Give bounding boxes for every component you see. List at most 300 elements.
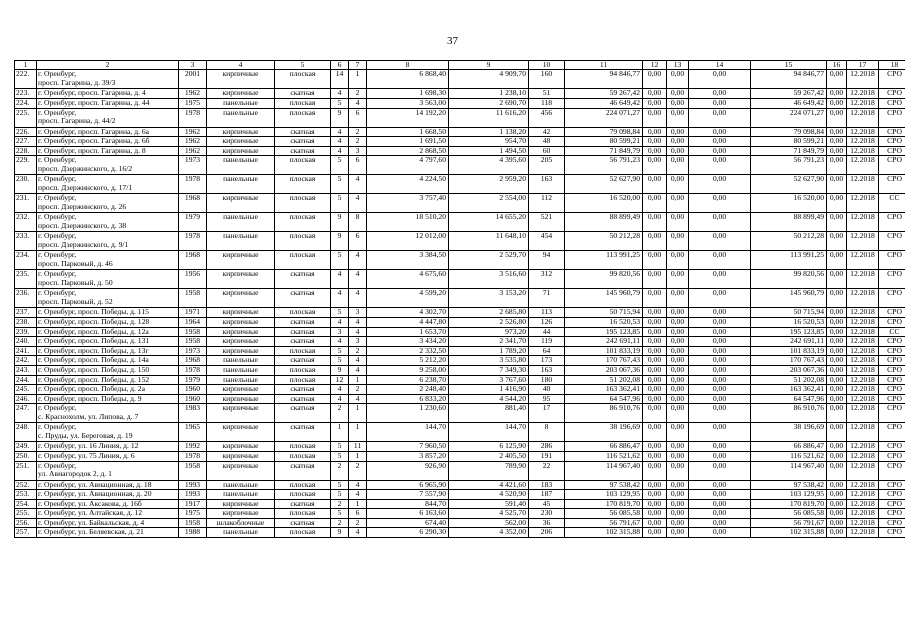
- cost-b: 0,00: [667, 308, 689, 318]
- address-line: г. Оренбург,: [38, 174, 77, 184]
- living-area: 1 138,20: [449, 127, 529, 137]
- entrances: 6: [349, 509, 367, 519]
- total-area: 7 557,90: [367, 490, 449, 500]
- residents: 312: [529, 270, 565, 289]
- cost-sum: 103 129,95: [751, 490, 827, 500]
- cost-total: 86 910,76: [565, 404, 643, 423]
- cost-d: 0,00: [827, 518, 847, 528]
- cost-total: 16 520,00: [565, 194, 643, 213]
- roof-type: скатная: [275, 394, 331, 404]
- cost-total: 16 520,53: [565, 317, 643, 327]
- entrances: 1: [349, 451, 367, 461]
- column-number: 1: [15, 61, 37, 70]
- year-built: 1979: [179, 375, 207, 385]
- living-area: 2 685,80: [449, 308, 529, 318]
- table-row: [15, 518, 905, 528]
- cost-sum: 114 967,40: [751, 461, 827, 480]
- residents: 95: [529, 394, 565, 404]
- method: СРО: [879, 137, 905, 147]
- table-row: [15, 394, 905, 404]
- table-row: [15, 108, 905, 127]
- method: СРО: [879, 509, 905, 519]
- table-row: [15, 232, 905, 251]
- cost-total: 116 521,62: [565, 451, 643, 461]
- address: [37, 251, 179, 270]
- table-row: [15, 356, 905, 366]
- cost-a: 0,00: [643, 356, 667, 366]
- completion-date: 12.2018: [847, 146, 879, 156]
- wall-material: кирпичные: [207, 385, 275, 395]
- year-built: 1958: [179, 337, 207, 347]
- address: [37, 89, 179, 99]
- cost-c: 0,00: [689, 317, 751, 327]
- entrances: 4: [349, 327, 367, 337]
- cost-a: 0,00: [643, 404, 667, 423]
- cost-a: 0,00: [643, 518, 667, 528]
- total-area: 1 653,70: [367, 327, 449, 337]
- residents: 205: [529, 156, 565, 175]
- entrances: 4: [349, 490, 367, 500]
- cost-total: 145 960,79: [565, 289, 643, 308]
- completion-date: 12.2018: [847, 509, 879, 519]
- cost-b: 0,00: [667, 70, 689, 89]
- wall-material: панельные: [207, 99, 275, 109]
- cost-d: 0,00: [827, 308, 847, 318]
- address: [37, 232, 179, 251]
- completion-date: 12.2018: [847, 308, 879, 318]
- residents: 456: [529, 108, 565, 127]
- cost-c: 0,00: [689, 356, 751, 366]
- residents: 230: [529, 509, 565, 519]
- table-body: [15, 61, 905, 538]
- roof-type: скатная: [275, 518, 331, 528]
- entrances: 6: [349, 232, 367, 251]
- cost-d: 0,00: [827, 213, 847, 232]
- address: [37, 137, 179, 147]
- row-number: 249.: [15, 442, 37, 452]
- cost-c: 0,00: [689, 127, 751, 137]
- address-line: просп. Дзержинского, д. 9/1: [38, 239, 129, 249]
- residents: 60: [529, 146, 565, 156]
- cost-b: 0,00: [667, 146, 689, 156]
- wall-material: кирпичные: [207, 337, 275, 347]
- year-built: 2001: [179, 70, 207, 89]
- cost-sum: 16 520,53: [751, 317, 827, 327]
- address: [37, 490, 179, 500]
- floors: 5: [331, 308, 349, 318]
- cost-b: 0,00: [667, 346, 689, 356]
- cost-d: 0,00: [827, 194, 847, 213]
- column-number-header: [15, 61, 905, 70]
- cost-sum: 56 791,67: [751, 518, 827, 528]
- wall-material: кирпичные: [207, 346, 275, 356]
- cost-d: 0,00: [827, 337, 847, 347]
- address: [37, 499, 179, 509]
- living-area: 6 125,90: [449, 442, 529, 452]
- cost-sum: 99 820,56: [751, 270, 827, 289]
- residents: 160: [529, 70, 565, 89]
- row-number: 222.: [15, 70, 37, 89]
- cost-sum: 66 886,47: [751, 442, 827, 452]
- address-line: г. Оренбург, просп. Гагарина, д. 44: [38, 98, 150, 107]
- table-row: [15, 442, 905, 452]
- residents: 163: [529, 365, 565, 375]
- cost-b: 0,00: [667, 480, 689, 490]
- cost-sum: 56 085,58: [751, 509, 827, 519]
- method: СРО: [879, 99, 905, 109]
- roof-type: плоская: [275, 490, 331, 500]
- entrances: 4: [349, 480, 367, 490]
- row-number: 251.: [15, 461, 37, 480]
- year-built: 1973: [179, 346, 207, 356]
- row-number: 250.: [15, 451, 37, 461]
- entrances: 2: [349, 518, 367, 528]
- cost-sum: 113 991,25: [751, 251, 827, 270]
- table-row: [15, 365, 905, 375]
- total-area: 6 238,70: [367, 375, 449, 385]
- entrances: 4: [349, 394, 367, 404]
- living-area: 1 789,20: [449, 346, 529, 356]
- wall-material: кирпичные: [207, 89, 275, 99]
- year-built: 1975: [179, 99, 207, 109]
- floors: 14: [331, 70, 349, 89]
- living-area: 4 909,70: [449, 70, 529, 89]
- address: [37, 365, 179, 375]
- address: [37, 308, 179, 318]
- address-line: г. Оренбург, просп. Гагарина, д. 4: [38, 88, 146, 98]
- cost-sum: 116 521,62: [751, 451, 827, 461]
- living-area: 3 153,20: [449, 289, 529, 308]
- address-line: г. Оренбург, просп. Победы, д. 128: [38, 317, 150, 326]
- floors: 9: [331, 528, 349, 538]
- total-area: 4 302,70: [367, 308, 449, 318]
- address: [37, 156, 179, 175]
- cost-sum: 64 547,96: [751, 394, 827, 404]
- completion-date: 12.2018: [847, 451, 879, 461]
- address: [37, 317, 179, 327]
- living-area: 562,00: [449, 518, 529, 528]
- entrances: 2: [349, 89, 367, 99]
- completion-date: 12.2018: [847, 251, 879, 270]
- address-line: г. Оренбург, просп. Победы, д. 12а: [38, 327, 149, 336]
- completion-date: 12.2018: [847, 108, 879, 127]
- cost-c: 0,00: [689, 89, 751, 99]
- cost-c: 0,00: [689, 404, 751, 423]
- roof-type: плоская: [275, 375, 331, 385]
- year-built: 1964: [179, 317, 207, 327]
- table-row: [15, 317, 905, 327]
- row-number: 239.: [15, 327, 37, 337]
- address: [37, 337, 179, 347]
- wall-material: кирпичные: [207, 194, 275, 213]
- cost-total: 163 362,41: [565, 385, 643, 395]
- row-number: 224.: [15, 99, 37, 109]
- row-number: 255.: [15, 509, 37, 519]
- cost-total: 38 196,69: [565, 423, 643, 442]
- column-number: 2: [37, 61, 179, 70]
- residents: 126: [529, 317, 565, 327]
- method: СРО: [879, 480, 905, 490]
- wall-material: панельные: [207, 356, 275, 366]
- entrances: 4: [349, 365, 367, 375]
- column-number: 3: [179, 61, 207, 70]
- floors: 9: [331, 213, 349, 232]
- address-line: г. Оренбург,: [38, 403, 77, 413]
- wall-material: кирпичные: [207, 509, 275, 519]
- address-line: г. Оренбург, ул. Беляевская, д. 21: [38, 527, 144, 537]
- cost-total: 56 791,67: [565, 518, 643, 528]
- address-line: г. Оренбург,: [38, 288, 77, 298]
- residents: 163: [529, 175, 565, 194]
- table-row: [15, 270, 905, 289]
- living-area: 4 395,60: [449, 156, 529, 175]
- cost-d: 0,00: [827, 146, 847, 156]
- living-area: 1 416,90: [449, 385, 529, 395]
- total-area: 4 675,60: [367, 270, 449, 289]
- wall-material: панельные: [207, 375, 275, 385]
- table-row: [15, 251, 905, 270]
- table-row: [15, 528, 905, 538]
- cost-a: 0,00: [643, 317, 667, 327]
- cost-sum: 224 071,27: [751, 108, 827, 127]
- address-line: просп. Дзержинского, д. 16/2: [38, 163, 133, 173]
- residents: 173: [529, 356, 565, 366]
- roof-type: плоская: [275, 213, 331, 232]
- row-number: 232.: [15, 213, 37, 232]
- cost-a: 0,00: [643, 99, 667, 109]
- residents: 183: [529, 480, 565, 490]
- entrances: 4: [349, 528, 367, 538]
- row-number: 237.: [15, 308, 37, 318]
- cost-d: 0,00: [827, 270, 847, 289]
- wall-material: панельные: [207, 528, 275, 538]
- cost-total: 170 819,70: [565, 499, 643, 509]
- cost-sum: 163 362,41: [751, 385, 827, 395]
- cost-sum: 242 691,11: [751, 337, 827, 347]
- living-area: 2 959,20: [449, 175, 529, 194]
- table-row: [15, 423, 905, 442]
- floors: 3: [331, 327, 349, 337]
- cost-b: 0,00: [667, 451, 689, 461]
- cost-sum: 88 899,49: [751, 213, 827, 232]
- cost-a: 0,00: [643, 394, 667, 404]
- cost-b: 0,00: [667, 356, 689, 366]
- method: СРО: [879, 394, 905, 404]
- living-area: 789,90: [449, 461, 529, 480]
- table-row: [15, 375, 905, 385]
- year-built: 1975: [179, 509, 207, 519]
- cost-d: 0,00: [827, 317, 847, 327]
- method: СРО: [879, 175, 905, 194]
- wall-material: кирпичные: [207, 70, 275, 89]
- cost-total: 52 627,90: [565, 175, 643, 194]
- year-built: 1958: [179, 289, 207, 308]
- row-number: 248.: [15, 423, 37, 442]
- address-line: г. Оренбург, просп. Победы, д. 14а: [38, 355, 149, 365]
- table-row: [15, 89, 905, 99]
- entrances: 2: [349, 127, 367, 137]
- table-row: [15, 385, 905, 395]
- wall-material: кирпичные: [207, 137, 275, 147]
- cost-b: 0,00: [667, 213, 689, 232]
- address: [37, 480, 179, 490]
- cost-b: 0,00: [667, 270, 689, 289]
- address-line: г. Оренбург, ул. Аксакова, д. 16б: [38, 499, 142, 508]
- living-area: 591,40: [449, 499, 529, 509]
- completion-date: 12.2018: [847, 375, 879, 385]
- address-line: г. Оренбург, просп. Гагарина, д. 6б: [38, 136, 150, 146]
- method: СРО: [879, 499, 905, 509]
- row-number: 223.: [15, 89, 37, 99]
- year-built: 1988: [179, 528, 207, 538]
- cost-total: 170 767,43: [565, 356, 643, 366]
- total-area: 1 691,50: [367, 137, 449, 147]
- wall-material: кирпичные: [207, 451, 275, 461]
- table-row: [15, 346, 905, 356]
- floors: 4: [331, 337, 349, 347]
- entrances: 1: [349, 404, 367, 423]
- cost-a: 0,00: [643, 442, 667, 452]
- living-area: 2 405,50: [449, 451, 529, 461]
- method: СРО: [879, 156, 905, 175]
- cost-d: 0,00: [827, 375, 847, 385]
- row-number: 253.: [15, 490, 37, 500]
- floors: 5: [331, 251, 349, 270]
- roof-type: скатная: [275, 146, 331, 156]
- floors: 4: [331, 137, 349, 147]
- total-area: 6 833,20: [367, 394, 449, 404]
- cost-d: 0,00: [827, 251, 847, 270]
- address-line: г. Оренбург, просп. Победы, д. 150: [38, 365, 150, 374]
- wall-material: панельные: [207, 232, 275, 251]
- cost-sum: 46 649,42: [751, 99, 827, 109]
- method: СРО: [879, 423, 905, 442]
- address-line: г. Оренбург,: [38, 212, 77, 222]
- cost-d: 0,00: [827, 442, 847, 452]
- cost-total: 50 715,94: [565, 308, 643, 318]
- total-area: 5 212,20: [367, 356, 449, 366]
- column-number: 18: [879, 61, 905, 70]
- completion-date: 12.2018: [847, 213, 879, 232]
- row-number: 256.: [15, 518, 37, 528]
- cost-d: 0,00: [827, 137, 847, 147]
- floors: 1: [331, 423, 349, 442]
- cost-a: 0,00: [643, 194, 667, 213]
- year-built: 1960: [179, 394, 207, 404]
- address: [37, 270, 179, 289]
- row-number: 245.: [15, 385, 37, 395]
- cost-d: 0,00: [827, 356, 847, 366]
- roof-type: плоская: [275, 528, 331, 538]
- table-row: [15, 404, 905, 423]
- table-row: [15, 308, 905, 318]
- cost-c: 0,00: [689, 461, 751, 480]
- cost-b: 0,00: [667, 156, 689, 175]
- floors: 4: [331, 385, 349, 395]
- cost-a: 0,00: [643, 89, 667, 99]
- cost-a: 0,00: [643, 213, 667, 232]
- cost-a: 0,00: [643, 270, 667, 289]
- row-number: 254.: [15, 499, 37, 509]
- total-area: 1 698,30: [367, 89, 449, 99]
- cost-sum: 52 627,90: [751, 175, 827, 194]
- floors: 5: [331, 156, 349, 175]
- table-row: [15, 70, 905, 89]
- total-area: 674,40: [367, 518, 449, 528]
- cost-c: 0,00: [689, 108, 751, 127]
- living-area: 3 535,80: [449, 356, 529, 366]
- completion-date: 12.2018: [847, 89, 879, 99]
- address-line: г. Оренбург,: [38, 231, 77, 241]
- cost-total: 51 202,08: [565, 375, 643, 385]
- cost-d: 0,00: [827, 127, 847, 137]
- cost-total: 99 820,56: [565, 270, 643, 289]
- entrances: 4: [349, 175, 367, 194]
- address-line: просп. Парковый, д. 52: [38, 296, 113, 306]
- table-row: [15, 289, 905, 308]
- floors: 5: [331, 346, 349, 356]
- residents: 51: [529, 89, 565, 99]
- cost-b: 0,00: [667, 528, 689, 538]
- year-built: 1973: [179, 156, 207, 175]
- cost-a: 0,00: [643, 528, 667, 538]
- row-number: 236.: [15, 289, 37, 308]
- cost-c: 0,00: [689, 365, 751, 375]
- roof-type: скатная: [275, 337, 331, 347]
- cost-a: 0,00: [643, 509, 667, 519]
- address-line: г. Оренбург, просп. Победы, д. 131: [38, 336, 150, 346]
- entrances: 4: [349, 194, 367, 213]
- floors: 5: [331, 509, 349, 519]
- cost-a: 0,00: [643, 499, 667, 509]
- row-number: 234.: [15, 251, 37, 270]
- floors: 5: [331, 194, 349, 213]
- address-line: с. Пруды, ул. Береговая, д. 19: [38, 430, 133, 440]
- cost-total: 113 991,25: [565, 251, 643, 270]
- living-area: 3 516,60: [449, 270, 529, 289]
- year-built: 1978: [179, 365, 207, 375]
- floors: 5: [331, 451, 349, 461]
- address-line: просп. Дзержинского, д. 38: [38, 220, 127, 230]
- wall-material: кирпичные: [207, 270, 275, 289]
- address-line: просп. Дзержинского, д. 26: [38, 201, 127, 211]
- cost-c: 0,00: [689, 490, 751, 500]
- cost-d: 0,00: [827, 175, 847, 194]
- year-built: 1960: [179, 385, 207, 395]
- table-row: [15, 509, 905, 519]
- method: СРО: [879, 70, 905, 89]
- cost-c: 0,00: [689, 442, 751, 452]
- year-built: 1917: [179, 499, 207, 509]
- residents: 521: [529, 213, 565, 232]
- roof-type: плоская: [275, 451, 331, 461]
- completion-date: 12.2018: [847, 356, 879, 366]
- cost-c: 0,00: [689, 480, 751, 490]
- row-number: 228.: [15, 146, 37, 156]
- entrances: 3: [349, 337, 367, 347]
- table-row: [15, 156, 905, 175]
- living-area: 1 494,50: [449, 146, 529, 156]
- cost-a: 0,00: [643, 346, 667, 356]
- table-row: [15, 480, 905, 490]
- method: СРО: [879, 89, 905, 99]
- table-row: [15, 146, 905, 156]
- living-area: 4 421,60: [449, 480, 529, 490]
- address-line: г. Оренбург,: [38, 193, 77, 203]
- cost-total: 103 129,95: [565, 490, 643, 500]
- cost-total: 71 849,79: [565, 146, 643, 156]
- cost-sum: 97 538,42: [751, 480, 827, 490]
